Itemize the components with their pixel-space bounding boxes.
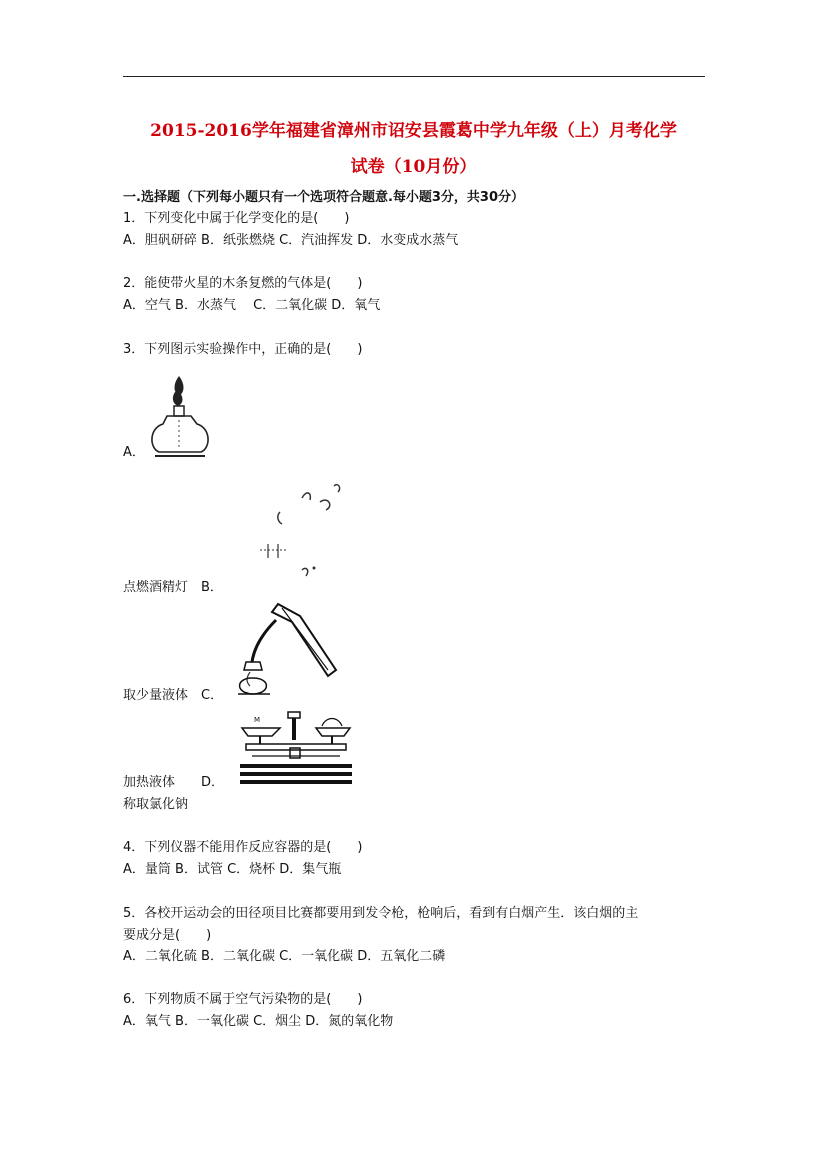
question-4-options: A．量筒 B．试管 C．烧杯 D．集气瓶 [123, 862, 342, 877]
figure-b-take-liquid [250, 478, 350, 588]
question-1-stem: 1．下列变化中属于化学变化的是( ) [123, 211, 350, 226]
question-2-options: A．空气 B．水蒸气 C．二氧化碳 D．氧气 [123, 298, 381, 313]
figure-label-c: 取少量液体 C． [123, 688, 224, 703]
question-5-options: A．二氧化硫 B．二氧化碳 C．一氧化碳 D．五氧化二磷 [123, 949, 446, 964]
question-6-options: A．氧气 B．一氧化碳 C．烟尘 D．氮的氧化物 [123, 1014, 394, 1029]
page-title-continued: 试卷（10月份） [350, 157, 477, 177]
question-6-stem: 6．下列物质不属于空气污染物的是( ) [123, 992, 363, 1007]
header-rule [123, 76, 705, 77]
section-heading: 一.选择题（下列每小题只有一个选项符合题意.每小题3分，共30分） [123, 190, 525, 205]
question-4-stem: 4．下列仪器不能用作反应容器的是( ) [123, 840, 363, 855]
question-5-stem-continued: 要成分是( ) [123, 928, 212, 943]
figure-a-alcohol-lamp [145, 372, 215, 460]
figure-c-heat-liquid [232, 600, 342, 706]
page-title: 2015-2016学年福建省漳州市诏安县霞葛中学九年级（上）月考化学 [150, 121, 677, 141]
figure-label-d: 加热液体 D． [123, 775, 225, 790]
question-1-options: A．胆矾研碎 B．纸张燃烧 C．汽油挥发 D．水变成水蒸气 [123, 233, 459, 248]
figure-d-balance [236, 708, 356, 788]
figure-label-e: 称取氯化钠 [123, 797, 189, 812]
svg-text:M: M [254, 716, 261, 724]
question-3-stem: 3．下列图示实验操作中，正确的是( ) [123, 342, 363, 357]
question-2-stem: 2．能使带火星的木条复燃的气体是( ) [123, 276, 363, 291]
figure-label-a: A． [123, 445, 145, 460]
figure-label-b: 点燃酒精灯 B． [123, 580, 223, 595]
question-5-stem: 5．各校开运动会的田径项目比赛都要用到发令枪，枪响后，看到有白烟产生．该白烟的主 [123, 906, 639, 921]
